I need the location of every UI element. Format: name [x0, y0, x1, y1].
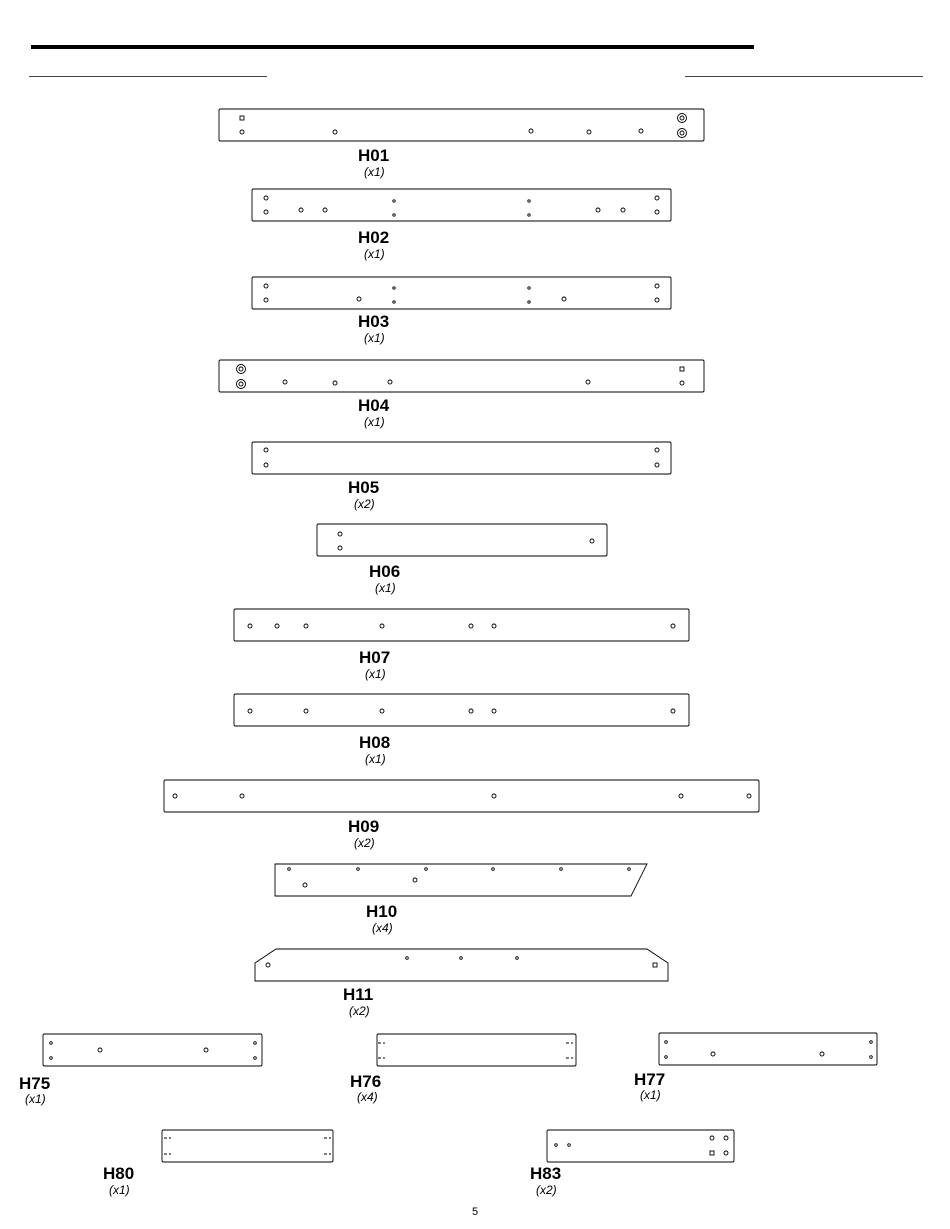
h03-hole	[528, 287, 530, 289]
h09-outline	[164, 780, 759, 812]
h10-hole	[560, 868, 563, 871]
h83-outline	[547, 1130, 734, 1162]
h02-hole	[393, 200, 395, 202]
h04-hole	[388, 380, 392, 384]
h04-hole	[586, 380, 590, 384]
h03-hole	[655, 284, 659, 288]
h76-outline	[377, 1034, 576, 1066]
h77-hole	[820, 1052, 824, 1056]
h08-hole	[380, 709, 384, 713]
part-qty-h03: (x1)	[364, 331, 385, 345]
h05-hole	[264, 448, 268, 452]
h83-square-hole	[710, 1151, 714, 1155]
part-label-h09: H09	[348, 817, 380, 836]
h09-hole	[492, 794, 496, 798]
part-label-h04: H04	[358, 396, 390, 415]
part-qty-h04: (x1)	[364, 415, 385, 429]
part-qty-h76: (x4)	[357, 1090, 378, 1104]
h02-hole	[323, 208, 327, 212]
h03-hole	[264, 298, 268, 302]
h11-outline	[255, 949, 668, 981]
part-label-h10: H10	[366, 902, 398, 921]
h83-hole	[710, 1136, 714, 1140]
h75-outline	[43, 1034, 262, 1066]
h75-hole	[50, 1057, 53, 1060]
h07-hole	[492, 624, 496, 628]
h08-hole	[469, 709, 473, 713]
h04-hole	[239, 367, 243, 371]
h04-ring-hole	[237, 365, 246, 374]
h75-hole	[204, 1048, 208, 1052]
h83-hole	[555, 1144, 558, 1147]
h01-hole	[680, 131, 684, 135]
h02-hole	[596, 208, 600, 212]
h02-hole	[264, 196, 268, 200]
h11-hole	[516, 957, 519, 960]
h02-hole	[299, 208, 303, 212]
h04-hole	[680, 381, 684, 385]
part-label-h07: H07	[359, 648, 391, 667]
part-label-h06: H06	[369, 562, 401, 581]
h02-hole	[655, 196, 659, 200]
h06-hole	[338, 532, 342, 536]
h77-hole	[711, 1052, 715, 1056]
part-qty-h08: (x1)	[365, 752, 386, 766]
h02-outline	[252, 189, 671, 221]
h01-ring-hole	[678, 129, 687, 138]
part-label-h83: H83	[530, 1164, 562, 1183]
h01-outline	[219, 109, 704, 141]
h03-hole	[357, 297, 361, 301]
part-qty-h09: (x2)	[354, 836, 375, 850]
part-qty-h02: (x1)	[364, 247, 385, 261]
h75-hole	[254, 1042, 257, 1045]
h09-hole	[173, 794, 177, 798]
h03-hole	[393, 287, 395, 289]
part-label-h77: H77	[634, 1070, 666, 1089]
h02-hole	[655, 210, 659, 214]
h10-hole	[303, 883, 307, 887]
h01-square-hole	[240, 116, 244, 120]
h75-hole	[50, 1042, 53, 1045]
h02-hole	[264, 210, 268, 214]
h10-hole	[288, 868, 291, 871]
h01-hole	[529, 129, 533, 133]
h05-outline	[252, 442, 671, 474]
h03-hole	[528, 301, 530, 303]
part-label-h08: H08	[359, 733, 391, 752]
h07-outline	[234, 609, 689, 641]
h07-hole	[671, 624, 675, 628]
h75-hole	[254, 1057, 257, 1060]
h05-hole	[655, 448, 659, 452]
h02-hole	[393, 214, 395, 216]
h04-hole	[333, 381, 337, 385]
h02-hole	[528, 200, 530, 202]
h77-hole	[870, 1041, 873, 1044]
part-label-h76: H76	[350, 1072, 382, 1091]
h77-hole	[665, 1041, 668, 1044]
h75-hole	[98, 1048, 102, 1052]
h77-hole	[665, 1056, 668, 1059]
part-label-h75: H75	[19, 1074, 51, 1093]
h07-hole	[275, 624, 279, 628]
h04-outline	[219, 360, 704, 392]
h06-outline	[317, 524, 607, 556]
h10-hole	[492, 868, 495, 871]
part-qty-h11: (x2)	[349, 1004, 370, 1018]
h07-hole	[304, 624, 308, 628]
h10-hole	[425, 868, 428, 871]
h10-hole	[413, 878, 417, 882]
h11-square-hole	[653, 963, 657, 967]
part-label-h80: H80	[103, 1164, 135, 1183]
part-label-h02: H02	[358, 228, 390, 247]
h04-hole	[239, 382, 243, 386]
h01-ring-hole	[678, 114, 687, 123]
h10-hole	[357, 868, 360, 871]
h08-hole	[304, 709, 308, 713]
h83-hole	[568, 1144, 571, 1147]
h07-hole	[469, 624, 473, 628]
h03-hole	[655, 298, 659, 302]
h08-hole	[671, 709, 675, 713]
h01-hole	[240, 130, 244, 134]
h06-hole	[590, 539, 594, 543]
h11-hole	[266, 963, 270, 967]
part-qty-h75: (x1)	[25, 1092, 46, 1106]
part-qty-h80: (x1)	[109, 1183, 130, 1197]
h09-hole	[747, 794, 751, 798]
part-qty-h06: (x1)	[375, 581, 396, 595]
h11-hole	[460, 957, 463, 960]
h08-hole	[248, 709, 252, 713]
h05-hole	[655, 463, 659, 467]
h10-outline	[275, 864, 647, 896]
part-label-h01: H01	[358, 146, 390, 165]
part-qty-h83: (x2)	[536, 1183, 557, 1197]
h07-hole	[380, 624, 384, 628]
h09-hole	[240, 794, 244, 798]
h01-hole	[333, 130, 337, 134]
h80-outline	[162, 1130, 333, 1162]
part-label-h05: H05	[348, 478, 380, 497]
h04-square-hole	[680, 367, 684, 371]
h09-hole	[679, 794, 683, 798]
part-qty-h10: (x4)	[372, 921, 393, 935]
part-qty-h05: (x2)	[354, 497, 375, 511]
page-number: 5	[471, 1206, 479, 1218]
h05-hole	[264, 463, 268, 467]
part-label-h03: H03	[358, 312, 390, 331]
h83-hole	[724, 1151, 728, 1155]
h03-hole	[393, 301, 395, 303]
part-label-h11: H11	[343, 985, 374, 1004]
h10-hole	[628, 868, 631, 871]
h01-hole	[587, 130, 591, 134]
h83-hole	[724, 1136, 728, 1140]
h01-hole	[680, 116, 684, 120]
part-qty-h07: (x1)	[365, 667, 386, 681]
h08-outline	[234, 694, 689, 726]
h07-hole	[248, 624, 252, 628]
h08-hole	[492, 709, 496, 713]
h02-hole	[621, 208, 625, 212]
h03-outline	[252, 277, 671, 309]
h77-hole	[870, 1056, 873, 1059]
h77-outline	[659, 1033, 877, 1065]
h11-hole	[406, 957, 409, 960]
h06-hole	[338, 546, 342, 550]
h04-hole	[283, 380, 287, 384]
part-qty-h01: (x1)	[364, 165, 385, 179]
h03-hole	[562, 297, 566, 301]
part-qty-h77: (x1)	[640, 1088, 661, 1102]
h01-hole	[639, 129, 643, 133]
h03-hole	[264, 284, 268, 288]
h02-hole	[528, 214, 530, 216]
h04-ring-hole	[237, 380, 246, 389]
